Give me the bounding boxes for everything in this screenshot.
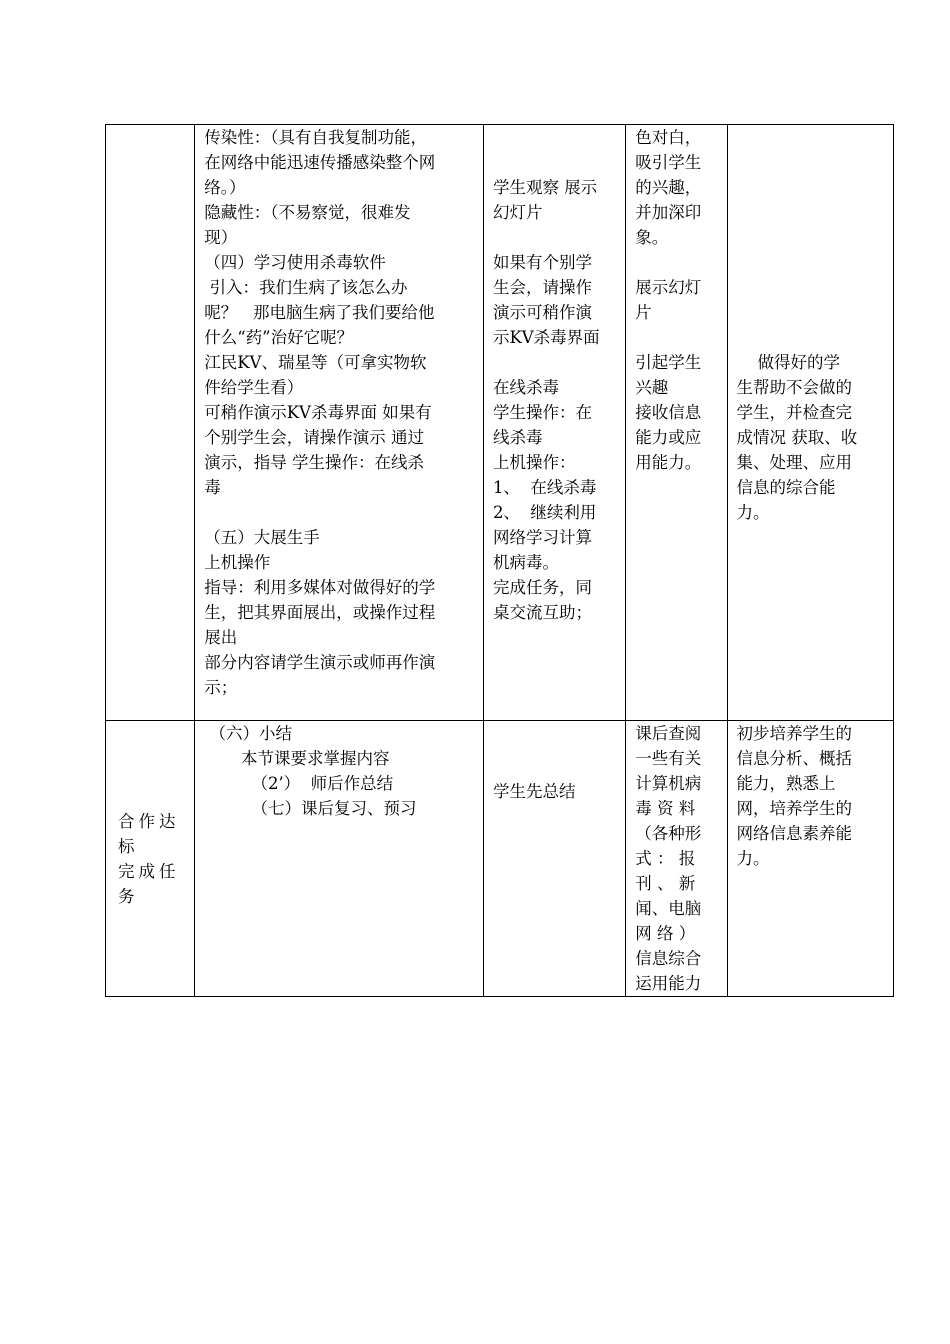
text-line: 初步培养学生的 (736, 724, 853, 743)
text-line: 毒 (204, 478, 221, 497)
text-line: 件给学生看） (204, 378, 304, 397)
student-activity-cell (483, 125, 625, 721)
text-line: （2’） 师后作总结 (204, 774, 394, 793)
text-line: 课后查阅 (635, 724, 702, 743)
text-line: 能力或应 (635, 428, 702, 447)
text-line (635, 325, 718, 350)
text-line: 信息综合 (635, 949, 702, 968)
text-line: 生，把其界面展出，或操作过程 (204, 603, 436, 622)
text-line: 示KV杀毒界面 (492, 328, 600, 347)
text-line (204, 500, 475, 525)
text-line: 片 (635, 303, 652, 322)
text-line: 展示幻灯 (635, 278, 702, 297)
stage-cell (106, 721, 195, 997)
text-line: 生帮助不会做的 (736, 378, 853, 397)
text-line: 吸引学生 (635, 153, 702, 172)
text-line: 网络学习计算 (492, 528, 592, 547)
text-line: 什么“药”治好它呢？ (204, 328, 354, 347)
text-line: 现） (204, 228, 238, 247)
text-line: 展出 (204, 628, 238, 647)
text-line: 集、处理、应用 (736, 453, 853, 472)
text-line: 指导：利用多媒体对做得好的学 (204, 578, 436, 597)
text-line: 网 络 ） (635, 924, 696, 943)
text-line: 并加深印 (635, 203, 702, 222)
text-line: 隐藏性：（不易察觉，很难发 (204, 203, 411, 222)
text-line: 如果有个别学 (492, 253, 592, 272)
text-line: 力。 (736, 849, 770, 868)
design-intent-cell (626, 721, 727, 997)
text-line: 线杀毒 (492, 428, 543, 447)
text-line: 色对白， (635, 128, 702, 147)
text-line: （五）大展生手 (204, 528, 320, 547)
text-line: 用能力。 (635, 453, 702, 472)
text-line: 个别学生会，请操作演示 通过 (204, 428, 424, 447)
text-line: 成情况 获取、收 (736, 428, 858, 447)
student-activity-cell (483, 721, 625, 997)
text-line: 本节课要求掌握内容 (204, 749, 390, 768)
design-intent-cell (626, 125, 727, 721)
text-line: 务 (118, 886, 139, 906)
text-line: 标 (118, 836, 139, 856)
text-line: 的兴趣， (635, 178, 702, 197)
text-line: 2、 继续利用 (492, 503, 597, 522)
text-line: 象。 (635, 228, 669, 247)
text-line: 能力，熟悉上 (736, 774, 836, 793)
text-line: 在网络中能迅速传播感染整个网 (204, 153, 436, 172)
text-line (493, 350, 617, 375)
text-line (493, 225, 617, 250)
teacher-activity-cell (195, 125, 484, 721)
text-line: 信息的综合能 (736, 478, 836, 497)
text-line: 在线杀毒 (492, 378, 559, 397)
text-line: 示； (204, 678, 238, 697)
text-line: 桌交流互助； (492, 603, 592, 622)
text-line: 学生，并检查完 (736, 403, 853, 422)
text-line: 学生操作：在 (492, 403, 592, 422)
text-line: 一些有关 (635, 749, 702, 768)
assessment-cell (727, 125, 893, 721)
text-line: 上机操作： (492, 453, 576, 472)
text-line: （四）学习使用杀毒软件 (204, 253, 386, 272)
text-line: 兴趣 (635, 378, 669, 397)
text-line: 可稍作演示KV杀毒界面 如果有 (204, 403, 432, 422)
table-row (106, 125, 894, 721)
text-line: 完成任务，同 (492, 578, 592, 597)
text-line: 信息分析、概括 (736, 749, 853, 768)
text-line: 部分内容请学生演示或师再作演 (204, 653, 436, 672)
teacher-activity-cell (195, 721, 484, 997)
student-summary-text: 学生先总结 (492, 782, 576, 801)
text-line (635, 250, 718, 275)
text-line: 生会，请操作 (492, 278, 592, 297)
text-line (493, 150, 617, 175)
text-line: 1、 在线杀毒 (492, 478, 597, 497)
text-line: 引入：我们生病了该怎么办 (204, 278, 408, 297)
text-line: 毒 资 料 (635, 799, 696, 818)
text-line: 做得好的学 (736, 353, 841, 372)
text-line: 传染性：（具有自我复制功能， (204, 128, 427, 147)
text-line: 络。） (204, 178, 246, 197)
text-line: （六）小结 (204, 724, 292, 743)
text-line: 网络信息素养能 (736, 824, 853, 843)
text-line: 演示，指导 学生操作：在线杀 (204, 453, 424, 472)
text-line: 合作达 (118, 811, 180, 831)
text-line: 学生观察 展示 (492, 178, 598, 197)
text-line (493, 125, 617, 150)
text-line: 网，培养学生的 (736, 799, 853, 818)
text-line: 力。 (736, 503, 770, 522)
text-line: 呢？ 那电脑生病了我们要给他 (204, 303, 435, 322)
text-line: 运用能力 (635, 974, 702, 993)
table-row (106, 721, 894, 997)
text-line: 式 ： 报 (635, 849, 696, 868)
text-line: 幻灯片 (492, 203, 543, 222)
text-line: 演示可稍作演 (492, 303, 592, 322)
text-line: 接收信息 (635, 403, 702, 422)
text-line: 计算机病 (635, 774, 702, 793)
text-line: 引起学生 (635, 353, 702, 372)
assessment-cell (727, 721, 893, 997)
text-line: 江民KV、瑞星等（可拿实物软 (204, 353, 427, 372)
text-line: 刊 、 新 (635, 874, 696, 893)
stage-cell-empty (106, 125, 195, 721)
text-line: （七）课后复习、预习 (204, 799, 417, 818)
lesson-plan-table (105, 124, 894, 997)
text-line: 闻、电脑 (635, 899, 702, 918)
text-line: （各种形 (635, 824, 702, 843)
text-line: 完成任 (118, 861, 180, 881)
text-line: 机病毒。 (492, 553, 559, 572)
text-line: 上机操作 (204, 553, 271, 572)
